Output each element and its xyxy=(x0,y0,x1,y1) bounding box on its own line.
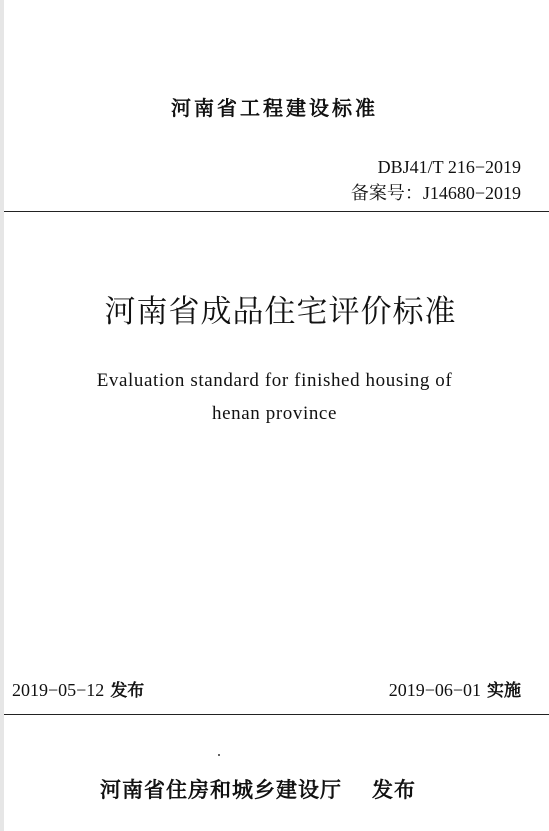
english-title-line-2: henan province xyxy=(212,403,337,424)
record-number: 备案号：J14680−2019 xyxy=(350,183,521,203)
effective-date-block xyxy=(389,678,521,703)
print-speck xyxy=(218,754,220,756)
english-title-line-1: Evaluation standard for finished housing of xyxy=(96,370,453,391)
publish-label: 发布 xyxy=(372,778,416,802)
main-title-chinese: 河南省成品住宅评价标准 xyxy=(104,294,457,330)
publisher-name: 河南省住房和城乡建设厅 xyxy=(100,778,342,802)
publisher-line xyxy=(100,774,416,804)
page-edge-shadow xyxy=(0,0,4,831)
issue-date-block xyxy=(12,678,144,703)
bottom-divider xyxy=(4,714,549,715)
top-divider xyxy=(4,211,549,212)
issue-label: 发布 xyxy=(110,681,145,701)
effective-label: 实施 xyxy=(487,681,521,701)
series-title: 河南省工程建设标准 xyxy=(171,96,378,120)
english-title xyxy=(60,364,489,430)
issue-date: 2019−05−12 xyxy=(12,680,105,700)
standard-code: DBJ41/T 216−2019 xyxy=(377,157,521,177)
effective-date: 2019−06−01 xyxy=(388,680,481,700)
